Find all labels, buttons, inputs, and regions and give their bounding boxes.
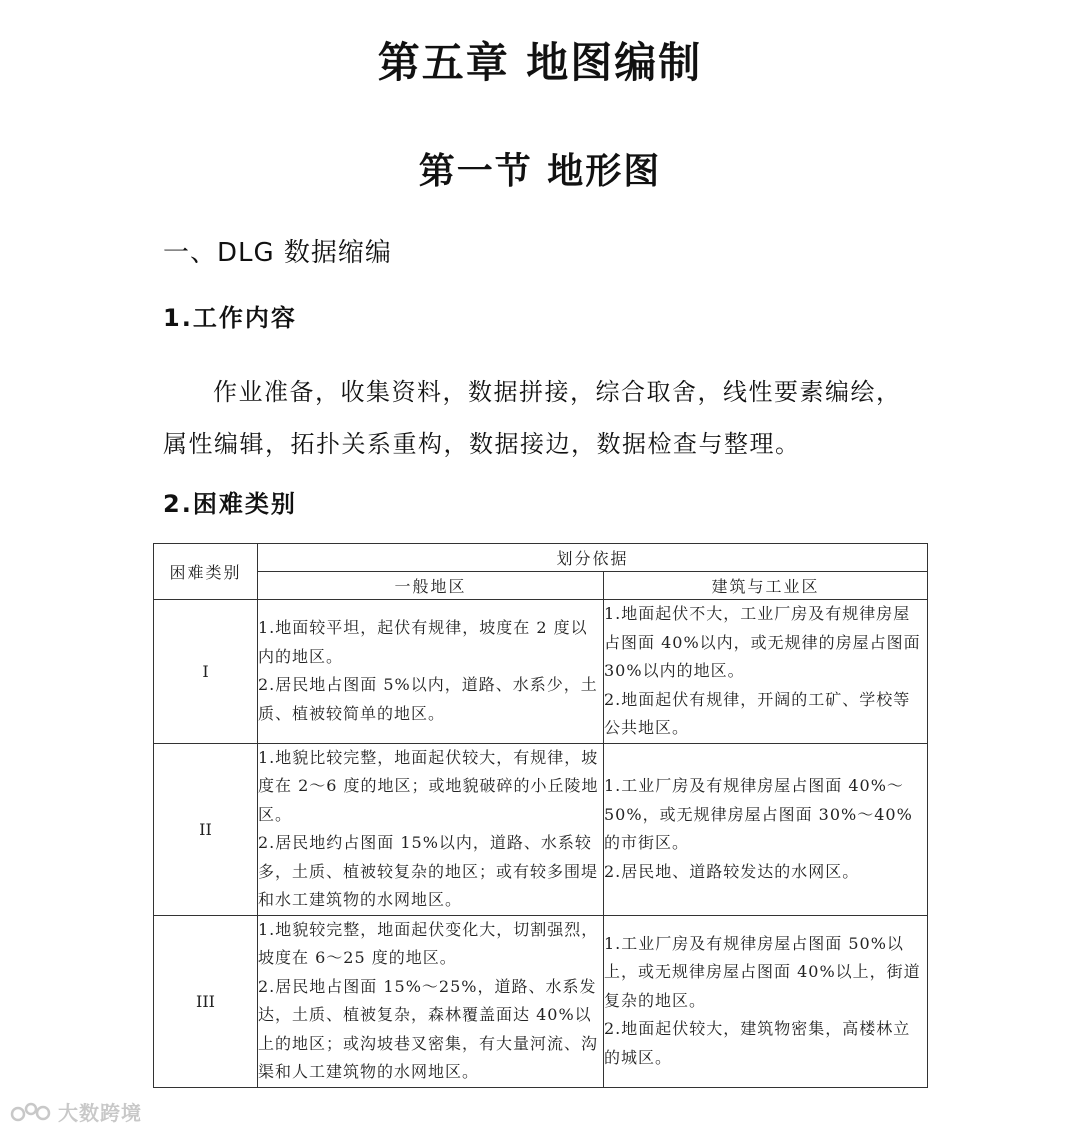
category-cell: II <box>154 743 258 915</box>
criterion-text: 1.地面较平坦，起伏有规律，坡度在 2 度以内的地区。 <box>258 618 588 666</box>
criterion-text: 2.居民地占图面 5%以内，道路、水系少，土质、植被较简单的地区。 <box>258 675 598 723</box>
criterion-text: 2.地面起伏较大，建筑物密集，高楼林立的城区。 <box>604 1019 911 1067</box>
work-content-paragraph: 作业准备，收集资料，数据拼接，综合取舍，线性要素编绘，属性编辑，拓扑关系重构，数据接边，数据检查与整理。 <box>163 378 902 458</box>
industrial-cell <box>604 743 928 915</box>
general-cell <box>258 743 604 915</box>
watermark <box>10 1097 142 1126</box>
criterion-text: 1.工业厂房及有规律房屋占图面 50%以上，或无规律房屋占图面 40%以上，街道复杂的地区。 <box>604 933 921 1010</box>
general-cell <box>258 915 604 1087</box>
criterion-text: 2.地面起伏有规律，开阔的工矿、学校等公共地区。 <box>604 689 911 737</box>
chapter-title: 第五章 地图编制 <box>377 38 703 87</box>
header-industrial-area: 建筑与工业区 <box>604 572 928 600</box>
table-row <box>154 743 928 915</box>
table-row <box>154 915 928 1087</box>
criterion-text: 2.居民地、道路较发达的水网区。 <box>604 861 860 881</box>
criterion-text: 2.居民地约占图面 15%以内，道路、水系较多，土质、植被较复杂的地区；或有较多围堤和水工建筑物的水网地区。 <box>258 833 599 909</box>
watermark-text: 大数跨境 <box>58 1101 142 1125</box>
general-cell <box>258 600 604 744</box>
industrial-cell <box>604 915 928 1087</box>
watermark-logo-icon <box>10 1100 52 1124</box>
heading-difficulty: 2.困难类别 <box>163 490 297 518</box>
header-general-area: 一般地区 <box>258 572 604 600</box>
table-row <box>154 600 928 744</box>
category-cell: III <box>154 915 258 1087</box>
criterion-text: 2.居民地占图面 15%～25%，道路、水系发达，土质、植被复杂，森林覆盖面达 40%以上的地区；或沟坡巷叉密集，有大量河流、沟渠和人工建筑物的水网地区。 <box>258 976 599 1081</box>
difficulty-table <box>153 543 928 1088</box>
heading-work-content: 1.工作内容 <box>163 304 297 332</box>
criterion-text: 1.地貌比较完整，地面起伏较大，有规律，坡度在 2～6 度的地区；或地貌破碎的小丘陵地区。 <box>258 747 599 824</box>
header-category: 困难类别 <box>154 544 258 600</box>
criterion-text: 1.地貌较完整，地面起伏变化大，切割强烈，坡度在 6～25 度的地区。 <box>258 919 599 967</box>
section-title: 第一节 地形图 <box>418 151 662 192</box>
category-cell: I <box>154 600 258 744</box>
criterion-text: 1.地面起伏不大，工业厂房及有规律房屋占图面 40%以内，或无规律的房屋占图面 30%以内的地区。 <box>604 604 921 680</box>
header-basis: 划分依据 <box>258 544 928 572</box>
industrial-cell <box>604 600 928 744</box>
heading-dlg: 一、DLG 数据缩编 <box>163 238 392 268</box>
criterion-text: 1.工业厂房及有规律房屋占图面 40%～50%，或无规律房屋占图面 30%～40%的市街区。 <box>604 776 913 852</box>
